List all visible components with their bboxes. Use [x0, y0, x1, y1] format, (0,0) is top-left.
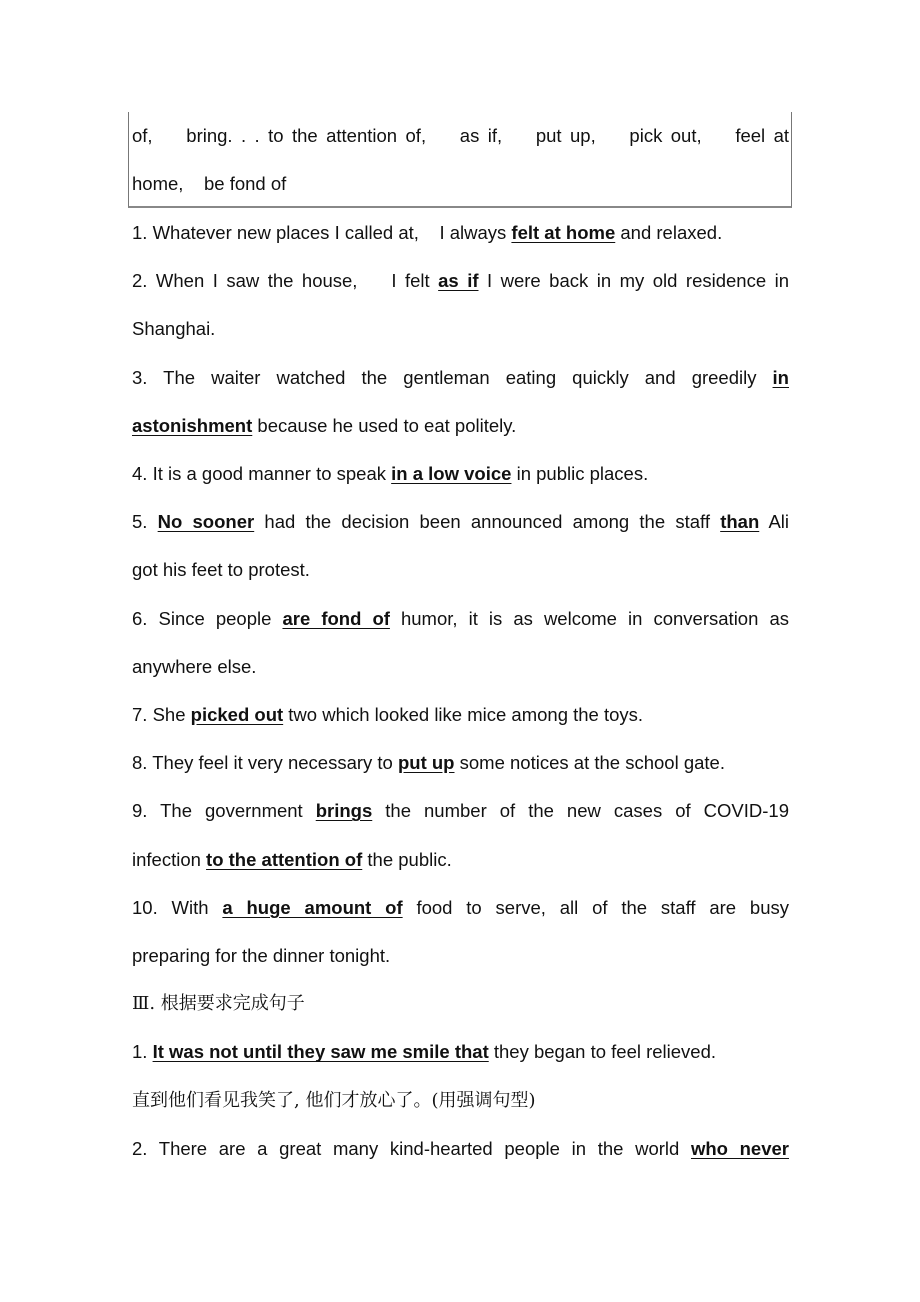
sentence-text: 3. The waiter watched the gentleman eating quickly and greedily [132, 366, 773, 388]
sentence-text: 4. It is a good manner to speak [132, 463, 392, 484]
sentence-text: 7. She [132, 704, 191, 725]
answer-text: in a low voice [391, 463, 512, 484]
sentence-text: home, be fond of [132, 173, 287, 194]
sentence-text: 6. Since people [132, 607, 283, 629]
sentence-text: got his feet to protest. [132, 559, 310, 581]
sentence-text: of, bring. . . to the attention of, as if, put up, pick out, feel at [132, 125, 789, 146]
word-bank-line [132, 172, 789, 196]
document-line [132, 317, 789, 341]
document-line [132, 751, 789, 775]
sentence-text: anywhere else. [132, 655, 257, 677]
answer-text: a huge amount of [222, 896, 403, 918]
document-line [132, 799, 789, 823]
answer-text: are fond of [282, 607, 390, 629]
sentence-text: 9. The government [132, 800, 316, 822]
sentence-text: they began to feel relieved. [488, 1041, 717, 1063]
answer-text: as if [438, 270, 479, 292]
sentence-text: 直到他们看见我笑了, 他们才放心了。(用强调句型) [132, 1089, 536, 1111]
document-line [132, 896, 789, 920]
sentence-text: in public places. [511, 463, 649, 484]
sentence-text: and relaxed. [615, 222, 723, 243]
sentence-text: the public. [362, 848, 452, 870]
sentence-text: 2. When I saw the house, I felt [132, 270, 439, 292]
sentence-text: Ⅲ. 根据要求完成句子 [132, 993, 305, 1015]
sentence-text: infection [132, 848, 207, 870]
document-line [132, 1040, 789, 1064]
document-line [132, 992, 789, 1016]
answer-text: in [772, 366, 789, 388]
sentence-text: 8. They feel it very necessary to [132, 752, 398, 774]
sentence-text: 1. [132, 1041, 153, 1063]
answer-text: brings [315, 800, 373, 822]
word-bank-line [132, 124, 789, 148]
sentence-text: humor, it is as welcome in conversation as [389, 607, 789, 629]
sentence-text: 5. [132, 511, 158, 533]
document-line [132, 1137, 789, 1161]
sentence-text: preparing for the dinner tonight. [132, 945, 391, 966]
document-line [132, 703, 789, 727]
sentence-text: because he used to eat politely. [252, 414, 517, 436]
document-line [132, 221, 789, 245]
sentence-text: Shanghai. [132, 318, 216, 340]
answer-text: It was not until they saw me smile that [152, 1041, 489, 1063]
answer-text: No sooner [157, 511, 255, 533]
document-line [132, 1089, 789, 1113]
answer-text: who never [690, 1137, 789, 1159]
document-line [132, 414, 789, 438]
answer-text: than [720, 511, 760, 533]
document-line [132, 462, 789, 486]
sentence-text: two which looked like mice among the toys. [283, 704, 644, 725]
sentence-text: the number of the new cases of COVID-19 [372, 800, 789, 822]
document-line [132, 558, 789, 582]
answer-text: picked out [190, 704, 284, 725]
answer-text: astonishment [132, 414, 253, 436]
answer-text: to the attention of [206, 848, 363, 870]
sentence-text: food to serve, all of the staff are busy [402, 896, 790, 918]
document-line [132, 848, 789, 872]
document-line [132, 269, 789, 293]
sentence-text: I were back in my old residence in [478, 270, 789, 292]
document-line [132, 655, 789, 679]
sentence-text: had the decision been announced among the staff [254, 511, 721, 533]
sentence-text: 2. There are a great many kind-hearted people in the world [132, 1137, 691, 1159]
sentence-text: 1. Whatever new places I called at, I always [132, 222, 512, 243]
answer-text: felt at home [511, 222, 616, 243]
sentence-text: Ali [759, 511, 789, 533]
document-line [132, 510, 789, 534]
sentence-text: some notices at the school gate. [454, 752, 725, 774]
document-line [132, 607, 789, 631]
document-line [132, 366, 789, 390]
answer-text: put up [397, 752, 455, 774]
sentence-text: 10. With [132, 896, 223, 918]
document-line [132, 944, 789, 968]
